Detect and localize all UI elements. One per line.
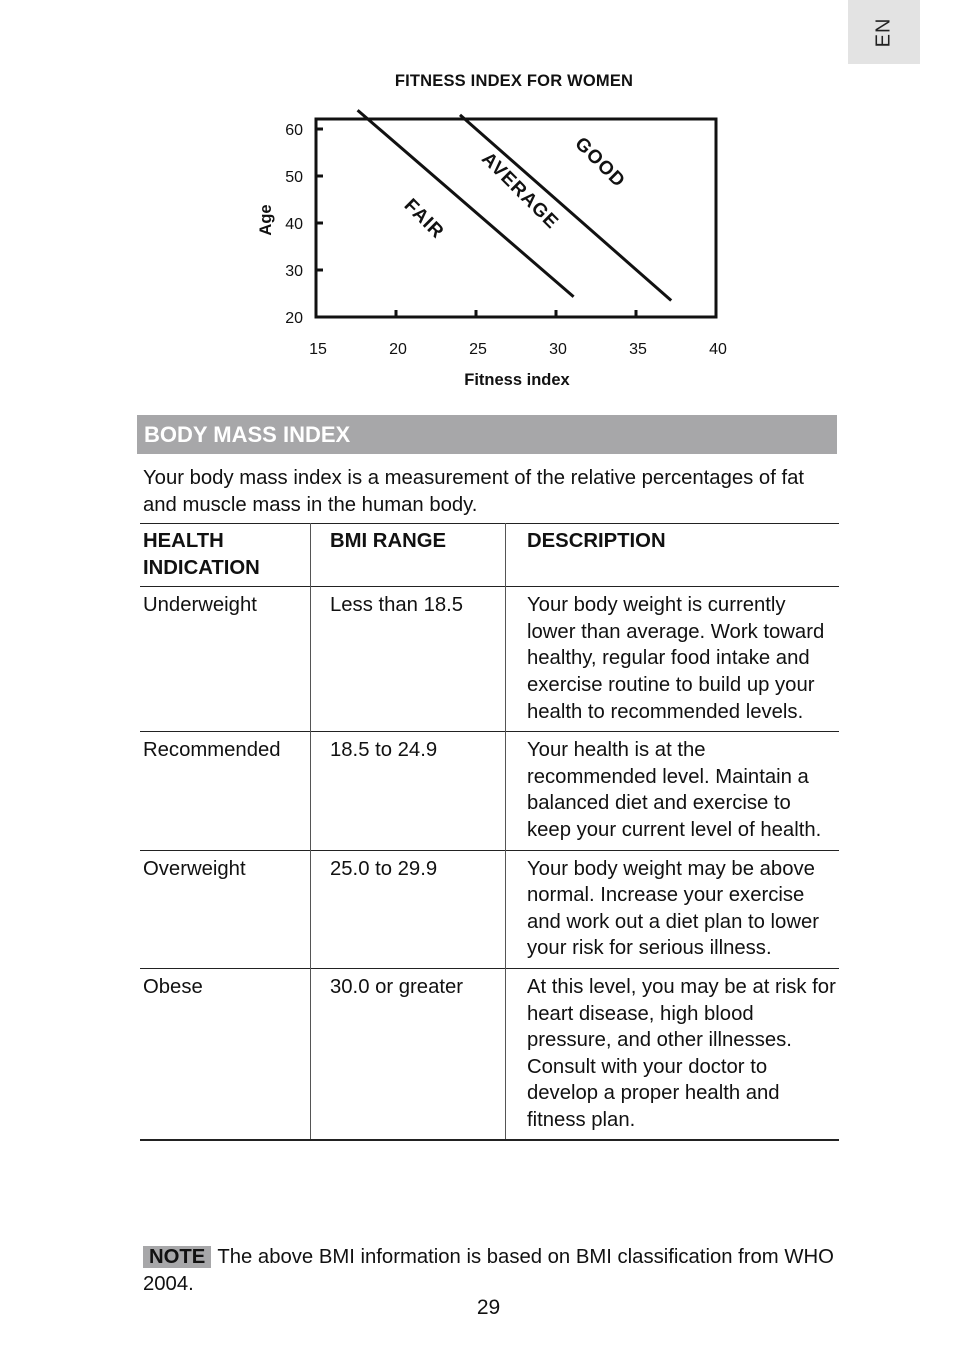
header-bmi-range: BMI RANGE <box>311 524 506 587</box>
page-number: 29 <box>476 1296 501 1319</box>
x-tick-label: 40 <box>709 341 727 358</box>
table-header-row <box>140 524 839 587</box>
row-range: Less than 18.5 <box>311 587 506 732</box>
x-tick-label: 20 <box>389 341 407 358</box>
row-description: At this level, you may be at risk for heart disease, high blood pressure, and other illnesses. Consult with your doctor to develop a proper health and fitness plan. <box>527 975 836 1131</box>
row-description: Your body weight may be above normal. Increase your exercise and work out a diet plan to lower your risk for serious illness. <box>527 857 819 960</box>
section-heading: BODY MASS INDEX <box>137 415 837 454</box>
header-health-indication: HEALTH INDICATION <box>140 524 311 587</box>
y-tick-label: 30 <box>285 263 303 280</box>
language-tab-label: EN <box>872 17 895 47</box>
row-indication: Obese <box>140 968 311 1140</box>
note-badge: NOTE <box>143 1246 211 1268</box>
table-row <box>140 850 839 968</box>
x-tick-label: 25 <box>469 341 487 358</box>
row-range: 30.0 or greater <box>311 968 506 1140</box>
y-tick-label: 60 <box>285 122 303 139</box>
boundary-line-2 <box>460 115 671 301</box>
fitness-index-chart <box>0 0 954 400</box>
zone-label-good: GOOD <box>570 133 630 193</box>
row-indication: Underweight <box>140 587 311 732</box>
x-tick-label: 30 <box>549 341 567 358</box>
row-description: Your health is at the recommended level. Maintain a balanced diet and exercise to keep your current level of health. <box>527 739 822 841</box>
row-description: Your body weight is currently lower than average. Work toward healthy, regular food intake and exercise routine to build up your health to recommended levels. <box>527 594 825 723</box>
table-row <box>140 968 839 1140</box>
row-range: 25.0 to 29.9 <box>311 850 506 968</box>
zone-label-fair: FAIR <box>399 194 449 244</box>
x-tick-label: 15 <box>309 341 327 358</box>
intro-paragraph: Your body mass index is a measurement of the relative percentages of fat and muscle mass in the human body. <box>143 467 805 516</box>
row-range: 18.5 to 24.9 <box>311 732 506 850</box>
row-indication: Recommended <box>140 732 311 850</box>
chart-title: FITNESS INDEX FOR WOMEN <box>394 72 634 90</box>
row-indication: Overweight <box>140 850 311 968</box>
zone-label-average: AVERAGE <box>477 148 563 234</box>
table-row <box>140 587 839 732</box>
y-tick-label: 50 <box>285 169 303 186</box>
x-tick-label: 35 <box>629 341 647 358</box>
table-row <box>140 732 839 850</box>
y-tick-label: 20 <box>285 310 303 327</box>
x-axis-label: Fitness index <box>464 371 570 389</box>
note-text: The above BMI information is based on BMI classification from WHO 2004. <box>143 1246 834 1295</box>
note-paragraph <box>143 1244 843 1298</box>
header-description: DESCRIPTION <box>527 530 666 552</box>
y-axis-label: Age <box>257 204 275 236</box>
bmi-table <box>140 523 839 1141</box>
y-tick-label: 40 <box>285 216 303 233</box>
